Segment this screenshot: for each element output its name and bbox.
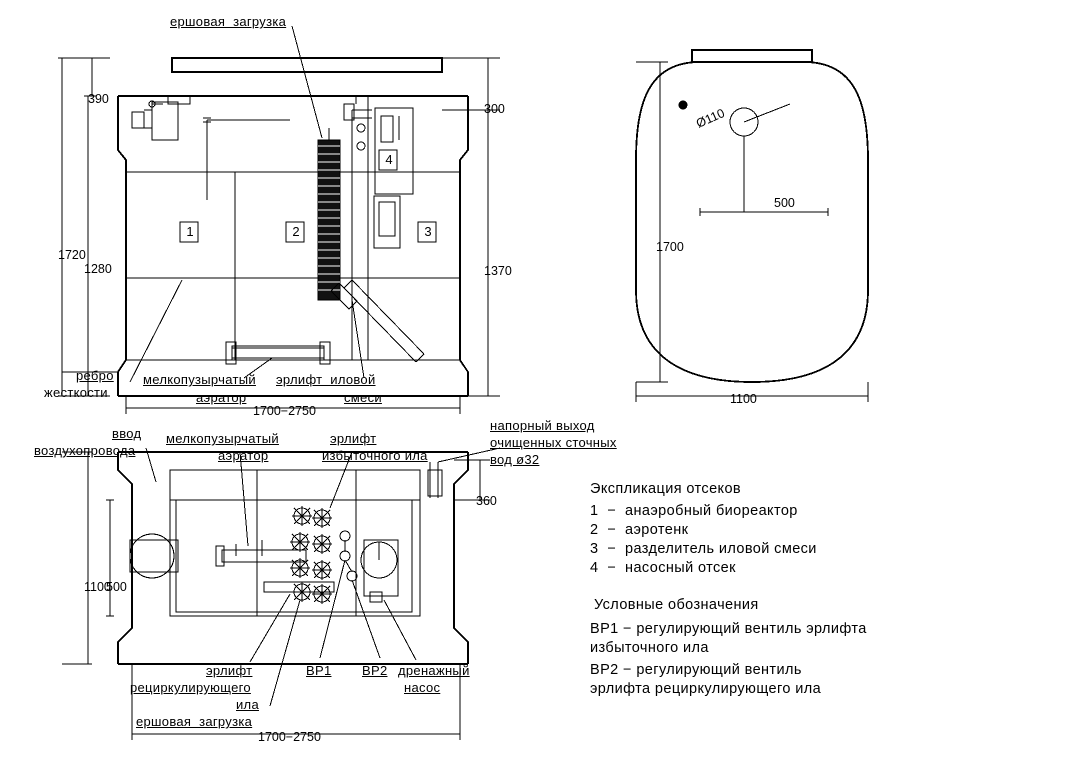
- callout-drenazhnyi-nasos-line2: насос: [404, 680, 441, 695]
- callout-erlift-recirkuliruyushchego-ila-line1: эрлифт: [206, 663, 253, 678]
- callout-napornyi-vyhod-line1: напорный выход: [490, 418, 595, 433]
- callout-vvod-vozduhoprovoda-line1: ввод: [112, 426, 142, 441]
- callout-erlift-ilovoi-smesi-line1: эрлифт иловой: [276, 372, 376, 387]
- callout-erlift-izbytochnogo-ila-line2: избыточного ила: [322, 448, 428, 463]
- callout-ershovaya-zagruzka-plan: ершовая загрузка: [136, 714, 253, 729]
- callout-melkopuzyrchatyi-aerator-plan-line1: мелкопузырчатый: [166, 431, 279, 446]
- legend-symbol-vr1-line1: ВР1 − регулирующий вентиль эрлифта: [590, 621, 867, 637]
- legend-section-2: 2 − аэротенк: [590, 522, 689, 538]
- chamber-number-4: 4: [385, 152, 393, 167]
- chamber-number-1: 1: [186, 224, 194, 239]
- label-valve-vr2: ВР2: [362, 663, 388, 678]
- dimension-500-plan: 500: [106, 580, 127, 594]
- chamber-number-3: 3: [424, 224, 432, 239]
- dimension-1100: 1100: [730, 392, 757, 406]
- dimension-300: 300: [484, 102, 505, 116]
- callout-erlift-izbytochnogo-ila-line1: эрлифт: [330, 431, 377, 446]
- callout-erlift-ilovoi-smesi-line2: смеси: [344, 390, 382, 405]
- dimension-1700: 1700: [656, 240, 684, 254]
- dimension-width-plan: 1700−2750: [258, 730, 321, 744]
- callout-erlift-recirkuliruyushchego-ila-line3: ила: [236, 697, 259, 712]
- legend-section-3: 3 − разделитель иловой смеси: [590, 541, 817, 557]
- dimension-1280: 1280: [84, 262, 112, 276]
- dimension-diameter-110: Ø110: [694, 105, 727, 131]
- dimension-390: 390: [88, 92, 109, 106]
- legend-symbols-title: Условные обозначения: [594, 597, 759, 613]
- legend-section-4: 4 − насосный отсек: [590, 560, 736, 576]
- callout-ershovaya-zagruzka: ершовая загрузка: [170, 14, 287, 29]
- callout-melkopuzyrchatyi-aerator-line2: аэратор: [196, 390, 247, 405]
- callout-napornyi-vyhod-line3: вод ø32: [490, 452, 540, 467]
- label-valve-vr1: ВР1: [306, 663, 332, 678]
- legend-section-1: 1 − анаэробный биореактор: [590, 503, 798, 519]
- dimension-1720: 1720: [58, 248, 86, 262]
- legend-symbol-vr2-line2: эрлифта рециркулирующего ила: [590, 681, 822, 697]
- legend-sections-title: Экспликация отсеков: [590, 481, 742, 497]
- callout-melkopuzyrchatyi-aerator-plan-line2: аэратор: [218, 448, 269, 463]
- callout-melkopuzyrchatyi-aerator-line1: мелкопузырчатый: [143, 372, 256, 387]
- dimension-width-front: 1700−2750: [253, 404, 316, 418]
- callout-drenazhnyi-nasos-line1: дренажный: [398, 663, 470, 678]
- callout-rebro-zhestkosti-line1: ребро: [76, 368, 114, 383]
- legend-symbol-vr2-line1: ВР2 − регулирующий вентиль: [590, 662, 802, 678]
- dimension-1100-plan: 1100: [84, 580, 111, 594]
- callout-napornyi-vyhod-line2: очищенных сточных: [490, 435, 617, 450]
- chamber-number-2: 2: [292, 224, 300, 239]
- callout-rebro-zhestkosti-line2: жесткости: [44, 385, 108, 400]
- dimension-1370: 1370: [484, 264, 512, 278]
- dimension-500: 500: [774, 196, 795, 210]
- callout-vvod-vozduhoprovoda-line2: воздухопровода: [34, 443, 136, 458]
- dimension-360-plan: 360: [476, 494, 497, 508]
- callout-erlift-recirkuliruyushchego-ila-line2: рециркулирующего: [130, 680, 251, 695]
- legend-symbol-vr1-line2: избыточного ила: [590, 640, 709, 656]
